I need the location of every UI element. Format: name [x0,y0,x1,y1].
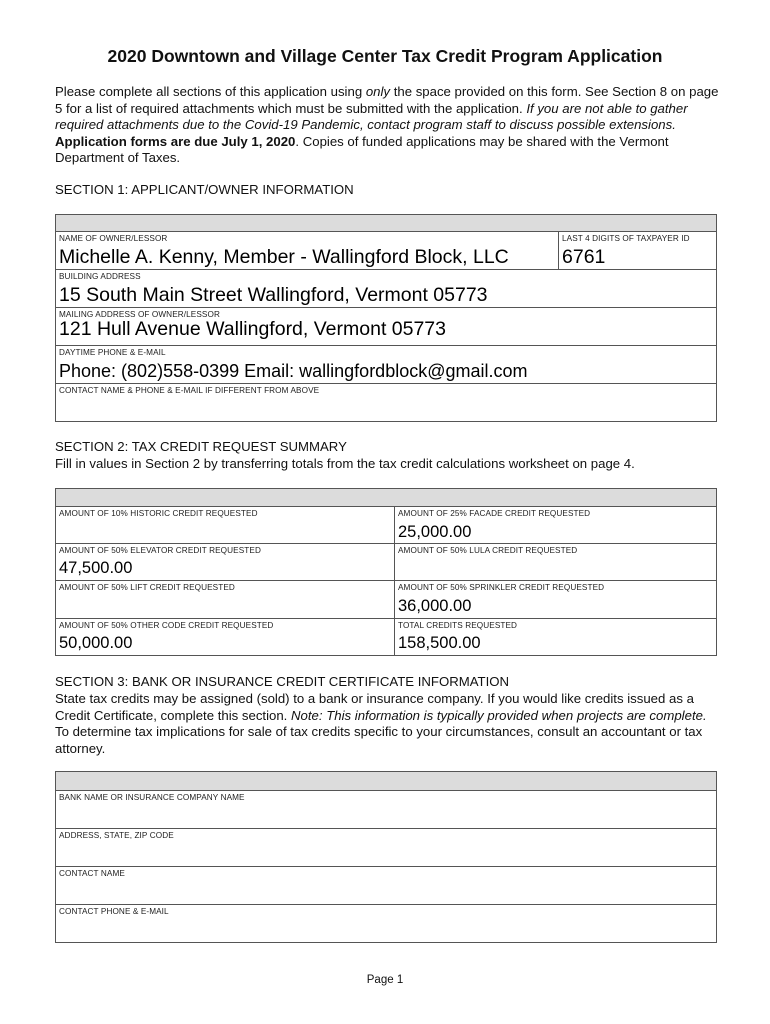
elevator-credit-label: AMOUNT OF 50% ELEVATOR CREDIT REQUESTED [59,546,261,555]
lift-credit-label: AMOUNT OF 50% LIFT CREDIT REQUESTED [59,583,235,592]
intro-text-2: the space provided on this form. See Section 8 on page 5 for a list of required attachments which must be submitted with the application. [55,84,719,116]
lula-credit-field[interactable] [395,543,716,580]
facade-credit-label: AMOUNT OF 25% FACADE CREDIT REQUESTED [398,509,591,518]
historic-credit-label: AMOUNT OF 10% HISTORIC CREDIT REQUESTED [59,509,258,518]
intro-text-1: Please complete all sections of this application using [55,84,366,99]
building-address-field[interactable] [56,269,716,307]
facade-credit-value: 25,000.00 [398,523,472,541]
total-credits-field[interactable] [395,618,716,655]
section2-heading: SECTION 2: TAX CREDIT REQUEST SUMMARY [55,439,347,454]
section1-header-bar [56,215,716,232]
section3-table [55,771,717,943]
taxpayer-id-value: 6761 [562,246,606,268]
intro-paragraph [55,84,720,167]
sprinkler-credit-field[interactable] [395,580,716,618]
bank-phone-field[interactable] [56,904,716,942]
bank-contact-label: CONTACT NAME [59,869,125,878]
total-credits-value: 158,500.00 [398,634,481,652]
intro-emphasis-only: only [365,84,391,99]
contact-label: CONTACT NAME & PHONE & E-MAIL IF DIFFERENT FROM ABOVE [59,386,320,395]
elevator-credit-value: 47,500.00 [59,559,133,577]
bank-address-label: ADDRESS, STATE, ZIP CODE [59,831,174,840]
phone-email-field[interactable] [56,345,716,383]
other-code-credit-value: 50,000.00 [59,634,133,652]
owner-name-label: NAME OF OWNER/LESSOR [59,234,168,243]
elevator-credit-field[interactable] [56,543,394,580]
page-title: 2020 Downtown and Village Center Tax Credit Program Application [107,46,663,66]
section2-table [55,488,717,656]
total-credits-label: TOTAL CREDITS REQUESTED [398,621,518,630]
bank-name-label: BANK NAME OR INSURANCE COMPANY NAME [59,793,245,802]
taxpayer-id-label: LAST 4 DIGITS OF TAXPAYER ID [562,234,690,243]
bank-contact-field[interactable] [56,866,716,904]
intro-due-date: Application forms are due July 1, 2020 [55,133,296,149]
phone-email-value: Phone: (802)558-0399 Email: wallingfordblock@gmail.com [59,361,528,381]
intro-covid-note: If you are not able to gather required attachments due to the Covid-19 Pandemic, contact program staff to discuss possible extensions. [55,100,688,133]
lift-credit-field[interactable] [56,580,394,618]
owner-name-field[interactable] [56,231,559,269]
page-number: Page 1 [366,974,404,986]
section3-text-1: State tax credits may be assigned (sold) to a bank or insurance company. If you would like credits issued as a Credit Certificate, complete this section. [55,691,694,723]
section3-text-2: To determine tax implications for sale of tax credits specific to your circumstances, consult an accountant or tax attorney. [55,724,703,756]
section2-header-bar [56,489,716,507]
section3-heading: SECTION 3: BANK OR INSURANCE CREDIT CERTIFICATE INFORMATION [55,674,510,689]
bank-name-field[interactable] [56,790,716,828]
historic-credit-field[interactable] [56,506,394,543]
building-address-label: BUILDING ADDRESS [59,272,141,281]
lula-credit-label: AMOUNT OF 50% LULA CREDIT REQUESTED [398,546,578,555]
section3-paragraph [55,691,720,757]
contact-field[interactable] [56,383,716,421]
sprinkler-credit-label: AMOUNT OF 50% SPRINKLER CREDIT REQUESTED [398,583,605,592]
bank-phone-label: CONTACT PHONE & E-MAIL [59,907,169,916]
section1-table [55,214,717,422]
mailing-address-value: 121 Hull Avenue Wallingford, Vermont 05773 [59,318,447,340]
taxpayer-id-field[interactable] [559,231,716,269]
section3-header-bar [56,772,716,791]
mailing-address-field[interactable] [56,307,716,345]
phone-email-label: DAYTIME PHONE & E-MAIL [59,348,166,357]
section1-heading: SECTION 1: APPLICANT/OWNER INFORMATION [55,182,354,197]
bank-address-field[interactable] [56,828,716,866]
mailing-address-label: MAILING ADDRESS OF OWNER/LESSOR [59,310,220,319]
facade-credit-field[interactable] [395,506,716,543]
section2-subtext: Fill in values in Section 2 by transferring totals from the tax credit calculations worksheet on page 4. [55,456,635,471]
sprinkler-credit-value: 36,000.00 [398,597,472,615]
other-code-credit-field[interactable] [56,618,394,655]
section3-note: Note: This information is typically provided when projects are complete. [291,707,707,723]
owner-name-value: Michelle A. Kenny, Member - Wallingford Block, LLC [59,246,509,268]
intro-text-4: . Copies of funded applications may be shared with the Vermont Department of Taxes. [55,133,669,166]
building-address-value: 15 South Main Street Wallingford, Vermont 05773 [59,284,488,306]
other-code-credit-label: AMOUNT OF 50% OTHER CODE CREDIT REQUESTED [59,621,274,630]
